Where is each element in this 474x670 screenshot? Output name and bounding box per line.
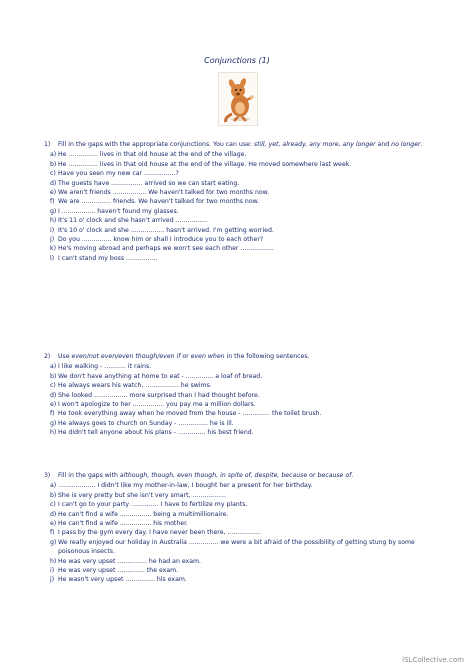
item-sentence: We are ............... friends. We haven't talked for two months now.	[58, 198, 260, 206]
exercise-item	[36, 500, 440, 509]
exercise-instruction	[58, 471, 440, 480]
item-sentence: The guests have ................ arrived so we can start eating.	[58, 179, 240, 187]
exercise-item	[36, 235, 440, 244]
exercise-instruction	[58, 140, 440, 149]
item-sentence: He took everything away when he moved from the house - .............. the toilet brush.	[58, 410, 322, 418]
exercise-3	[36, 471, 440, 585]
item-sentence: He ............... lives in that old house at the end of the village. He moved somewhere last week.	[58, 160, 352, 168]
exercise-item	[36, 216, 440, 225]
instruction-segment: no longer	[391, 141, 421, 148]
exercise-item	[36, 207, 440, 216]
item-letter: e)	[50, 189, 57, 197]
instruction-segment: Fill in the gaps with the appropriate conjunctions. You can use:	[58, 141, 254, 148]
exercise-item	[36, 575, 440, 584]
exercise-instruction	[58, 352, 440, 361]
exercise-item	[36, 197, 440, 206]
exercise-item	[36, 160, 440, 169]
instruction-segment: in the following sentences.	[224, 353, 310, 360]
exercise-item	[36, 362, 440, 371]
exercise-item	[36, 391, 440, 400]
exercise-number: 3)	[44, 472, 51, 479]
exercise-item	[36, 169, 440, 178]
exercise-item	[36, 381, 440, 390]
item-sentence: She is very pretty but she isn't very smart, .................	[58, 491, 226, 499]
item-sentence: He always goes to church on Sunday - ............... he is ill.	[58, 419, 234, 427]
item-letter: h)	[50, 557, 57, 565]
item-letter: j)	[50, 236, 55, 244]
item-letter: e)	[50, 520, 57, 528]
exercise-item	[36, 557, 440, 566]
item-letter: g)	[50, 207, 57, 215]
item-sentence: He's moving abroad and perhaps we won't see each other .................	[58, 245, 274, 253]
exercise-item	[36, 400, 440, 409]
instruction-segment: Fill in the gaps with	[58, 472, 120, 479]
instruction-segment: even/not even/even though/even if	[71, 353, 181, 360]
item-letter: a)	[50, 482, 57, 490]
item-letter: i)	[50, 226, 55, 234]
instruction-segment: and	[375, 141, 392, 148]
item-letter: f)	[50, 529, 55, 537]
item-letter: j)	[50, 576, 55, 584]
item-letter: c)	[50, 382, 56, 390]
exercise-number: 2)	[44, 353, 51, 360]
worksheet-title: Conjunctions (1)	[204, 56, 270, 65]
item-letter: a)	[50, 363, 57, 371]
item-sentence: He can't find a wife ................ his mother.	[58, 520, 189, 528]
item-letter: f)	[50, 410, 55, 418]
item-letter: b)	[50, 160, 57, 168]
exercise-items	[36, 481, 440, 584]
item-sentence: I can't stand my boss ................	[58, 254, 158, 262]
item-letter: k)	[50, 245, 56, 253]
instruction-segment: still, yet, already, any more, any longer	[253, 141, 376, 148]
site-watermark: iSLCollective.com	[402, 656, 464, 664]
item-letter: d)	[50, 510, 57, 518]
item-letter: d)	[50, 391, 57, 399]
item-sentence: Do you ............... know him or shall I introduce you to each other?	[58, 236, 264, 244]
exercise-item	[36, 254, 440, 263]
exercise-1	[36, 140, 440, 263]
item-letter: a)	[50, 151, 57, 159]
exercise-item	[36, 372, 440, 381]
item-sentence: She looked ................. more surprised than I had thought before.	[58, 391, 260, 399]
instruction-segment: .	[420, 141, 423, 148]
exercise-number: 1)	[44, 141, 51, 148]
exercise-item	[36, 528, 440, 537]
instruction-segment: Use	[58, 353, 72, 360]
item-sentence: It's 11 o' clock and she hasn't arrived ................	[58, 217, 208, 225]
item-sentence: He was very upset .............. the exam.	[58, 567, 179, 575]
instruction-segment: or	[180, 353, 191, 360]
item-letter: h)	[50, 429, 57, 437]
item-sentence: We aren't friends ................. We haven't talked for two months now.	[58, 189, 270, 197]
exercise-items	[36, 150, 440, 263]
item-sentence: Have you seen my new car ................?	[58, 170, 179, 178]
item-sentence: I like walking - ........... it rains.	[58, 363, 152, 371]
item-letter: b)	[50, 491, 57, 499]
exercise-item	[36, 538, 440, 557]
item-sentence: ................... I didn't like my mother-in-law, I bought her a present for her birthday.	[58, 482, 313, 490]
item-sentence: He wasn't very upset ............... his exam.	[58, 576, 187, 584]
item-sentence: He was very upset ............... he had an exam.	[58, 557, 201, 565]
exercise-item	[36, 244, 440, 253]
item-letter: h)	[50, 217, 57, 225]
item-letter: i)	[50, 567, 55, 575]
item-letter: d)	[50, 179, 57, 187]
item-letter: f)	[50, 198, 55, 206]
exercise-item	[36, 179, 440, 188]
instruction-segment: because of	[317, 472, 352, 479]
item-sentence: I can't go to your party .............. I have to fertilize my plants.	[58, 501, 248, 509]
item-sentence: He can't find a wife ................ being a multimillionaire.	[58, 510, 229, 518]
exercise-item	[36, 150, 440, 159]
instruction-segment: .	[351, 472, 354, 479]
item-sentence: We don't have anything at home to eat - .............. a loaf of bread.	[58, 372, 263, 380]
item-sentence: It's 10 o' clock and she ................. hasn't arrived. I'm getting worried.	[58, 226, 274, 234]
instruction-segment: although, though, even though, in spite of, despite, because	[119, 472, 308, 479]
exercise-item	[36, 188, 440, 197]
exercise-item	[36, 226, 440, 235]
item-sentence: We really enjoyed our holiday in Australia ............... we were a bit afraid of the possibility of getting stung by some poisonous insects.	[58, 538, 417, 556]
instruction-segment: or	[307, 472, 318, 479]
exercise-item	[36, 566, 440, 575]
item-letter: e)	[50, 401, 57, 409]
item-sentence: He always wears his watch, ................. he swims.	[58, 382, 212, 390]
item-letter: l)	[50, 254, 55, 262]
instruction-segment: even when	[190, 353, 225, 360]
exercise-item	[36, 419, 440, 428]
exercise-item	[36, 519, 440, 528]
exercise-2	[36, 352, 440, 438]
exercise-item	[36, 428, 440, 437]
item-sentence: I won't apologize to her ................ you pay me a million dollars.	[58, 401, 256, 409]
item-sentence: I pass by the gym every day. I have never been there, .................	[58, 529, 261, 537]
item-letter: c)	[50, 170, 56, 178]
item-sentence: I ................. haven't found my glasses.	[58, 207, 179, 215]
item-letter: b)	[50, 372, 57, 380]
item-sentence: He ............... lives in that old house at the end of the village.	[58, 151, 247, 159]
kangaroo-illustration	[218, 72, 258, 126]
item-sentence: He didn't tell anyone about his plans - .............. his best friend.	[58, 429, 254, 437]
exercise-item	[36, 409, 440, 418]
item-letter: c)	[50, 501, 56, 509]
exercise-items	[36, 362, 440, 437]
exercise-item	[36, 481, 440, 490]
exercise-item	[36, 491, 440, 500]
exercise-item	[36, 510, 440, 519]
item-letter: g)	[50, 538, 57, 546]
item-letter: g)	[50, 419, 57, 427]
